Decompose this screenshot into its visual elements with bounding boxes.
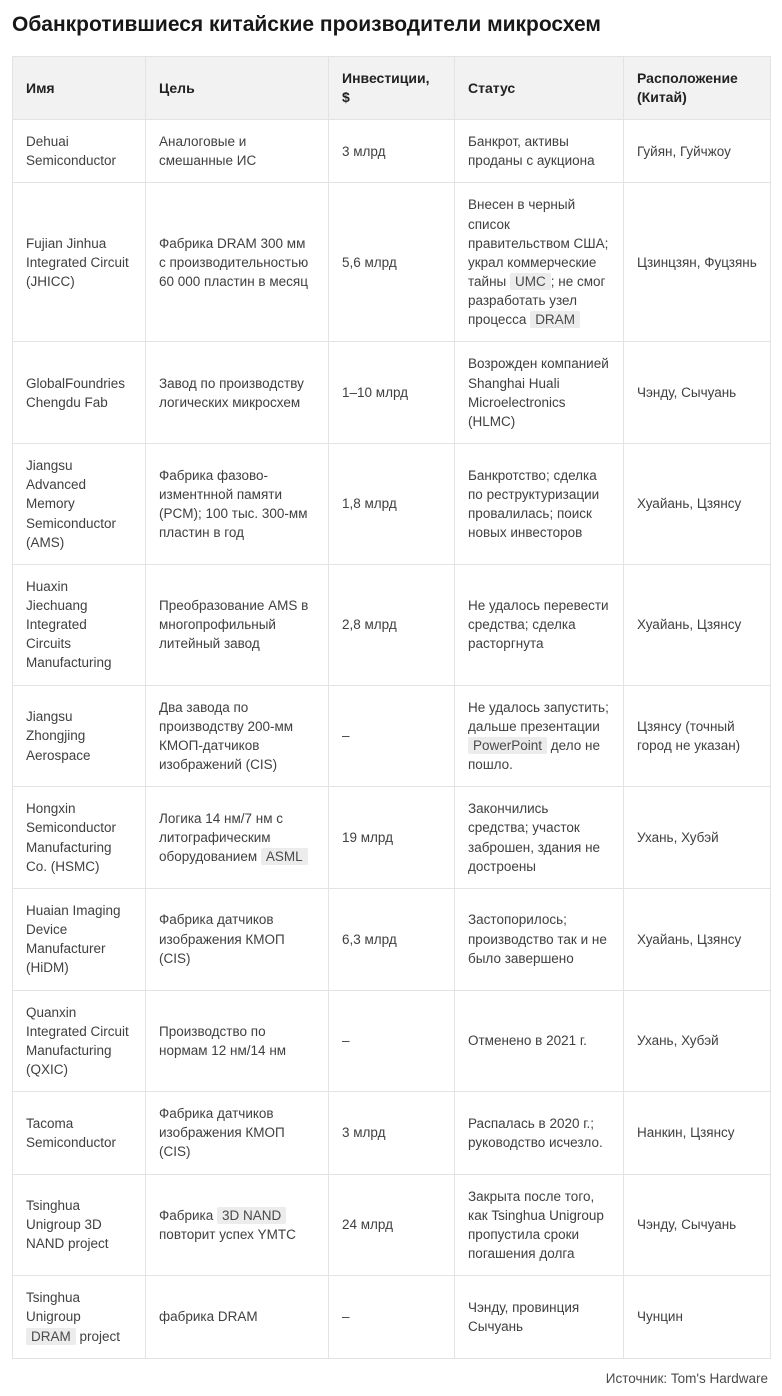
cell-status: Не удалось запустить; дальше презентации PowerPoint дело не пошло. — [455, 685, 624, 787]
cell-goal: Фабрика 3D NAND повторит успех YMTC — [146, 1174, 329, 1276]
cell-location: Чэнду, Сычуань — [624, 342, 771, 444]
cell-name: Quanxin Integrated Circuit Manufacturing (QXIC) — [13, 990, 146, 1092]
cell-status: Распалась в 2020 г.; руководство исчезло. — [455, 1092, 624, 1174]
column-header-goal: Цель — [146, 57, 329, 120]
column-header-investment: Инвестиции, $ — [329, 57, 455, 120]
cell-status: Банкрот, активы проданы с аукциона — [455, 120, 624, 183]
cell-investment: 19 млрд — [329, 787, 455, 889]
cell-investment: 6,3 млрд — [329, 888, 455, 990]
page-title: Обанкротившиеся китайские производители микросхем — [12, 13, 601, 36]
highlight-tag: UMC — [510, 273, 551, 290]
cell-location: Цзинцзян, Фуцзянь — [624, 183, 771, 342]
cell-status: Банкротство; сделка по реструктуризации провалилась; поиск новых инвесторов — [455, 444, 624, 565]
table-row — [13, 1174, 771, 1276]
table-row — [13, 444, 771, 565]
cell-goal: Логика 14 нм/7 нм с литографическим оборудованием ASML — [146, 787, 329, 889]
cell-goal: Производство по нормам 12 нм/14 нм — [146, 990, 329, 1092]
header-row — [13, 57, 771, 120]
table-body — [13, 120, 771, 1359]
cell-status: Застопорилось; производство так и не было завершено — [455, 888, 624, 990]
cell-goal: Два завода по производству 200-мм КМОП-датчиков изображений (CIS) — [146, 685, 329, 787]
table-row — [13, 1092, 771, 1174]
cell-investment: – — [329, 990, 455, 1092]
cell-goal: Завод по производству логических микросхем — [146, 342, 329, 444]
table-row — [13, 888, 771, 990]
highlight-tag: PowerPoint — [468, 737, 547, 754]
cell-status: Закончились средства; участок заброшен, здания не достроены — [455, 787, 624, 889]
cell-name: Tacoma Semiconductor — [13, 1092, 146, 1174]
column-header-location: Расположение (Китай) — [624, 57, 771, 120]
cell-investment: 1,8 млрд — [329, 444, 455, 565]
cell-status: Отменено в 2021 г. — [455, 990, 624, 1092]
cell-name: Tsinghua Unigroup DRAM project — [13, 1276, 146, 1358]
cell-status: Чэнду, провинция Сычуань — [455, 1276, 624, 1358]
source-attribution: Источник: Tom's Hardware — [605, 1370, 768, 1386]
cell-name: Huaian Imaging Device Manufacturer (HiDM) — [13, 888, 146, 990]
cell-investment: 2,8 млрд — [329, 564, 455, 685]
cell-investment: – — [329, 685, 455, 787]
table-row — [13, 120, 771, 183]
table-row — [13, 342, 771, 444]
table-row — [13, 183, 771, 342]
cell-status: Не удалось перевести средства; сделка расторгнута — [455, 564, 624, 685]
cell-name: Tsinghua Unigroup 3D NAND project — [13, 1174, 146, 1276]
cell-investment: 3 млрд — [329, 120, 455, 183]
cell-name: Jiangsu Advanced Memory Semiconductor (AMS) — [13, 444, 146, 565]
cell-location: Нанкин, Цзянсу — [624, 1092, 771, 1174]
highlight-tag: ASML — [261, 848, 308, 865]
cell-status: Внесен в черный список правительством США; украл коммерческие тайны UMC ; не смог разработать узел процесса DRAM — [455, 183, 624, 342]
cell-investment: 5,6 млрд — [329, 183, 455, 342]
cell-goal: Преобразование AMS в многопрофильный литейный завод — [146, 564, 329, 685]
cell-goal: Фабрика фазово-изментнной памяти (PCM); 100 тыс. 300-мм пластин в год — [146, 444, 329, 565]
cell-name: Huaxin Jiechuang Integrated Circuits Manufacturing — [13, 564, 146, 685]
cell-goal: Фабрика DRAM 300 мм с производительностью 60 000 пластин в месяц — [146, 183, 329, 342]
cell-goal: фабрика DRAM — [146, 1276, 329, 1358]
cell-name: Jiangsu Zhongjing Aerospace — [13, 685, 146, 787]
cell-location: Хуайань, Цзянсу — [624, 444, 771, 565]
table-header — [13, 57, 771, 120]
cell-location: Ухань, Хубэй — [624, 990, 771, 1092]
cell-goal: Фабрика датчиков изображения КМОП (CIS) — [146, 1092, 329, 1174]
cell-name: Fujian Jinhua Integrated Circuit (JHICC) — [13, 183, 146, 342]
table-row — [13, 564, 771, 685]
column-header-status: Статус — [455, 57, 624, 120]
bankrupt-chipmakers-table — [12, 56, 771, 1358]
highlight-tag: DRAM — [530, 311, 580, 328]
cell-goal: Фабрика датчиков изображения КМОП (CIS) — [146, 888, 329, 990]
cell-name: Dehuai Semiconductor — [13, 120, 146, 183]
cell-location: Гуйян, Гуйчжоу — [624, 120, 771, 183]
table-row — [13, 787, 771, 889]
cell-location: Чэнду, Сычуань — [624, 1174, 771, 1276]
cell-location: Хуайань, Цзянсу — [624, 888, 771, 990]
highlight-tag: DRAM — [26, 1328, 76, 1345]
cell-name: Hongxin Semiconductor Manufacturing Co. (HSMC) — [13, 787, 146, 889]
highlight-tag: 3D NAND — [217, 1207, 286, 1224]
cell-status: Закрыта после того, как Tsinghua Unigroup пропустила сроки погашения долга — [455, 1174, 624, 1276]
table-row — [13, 1276, 771, 1358]
cell-investment: 3 млрд — [329, 1092, 455, 1174]
cell-name: GlobalFoundries Chengdu Fab — [13, 342, 146, 444]
table-row — [13, 990, 771, 1092]
cell-investment: 1–10 млрд — [329, 342, 455, 444]
cell-investment: 24 млрд — [329, 1174, 455, 1276]
cell-status: Возрожден компанией Shanghai Huali Microelectronics (HLMC) — [455, 342, 624, 444]
table-row — [13, 685, 771, 787]
cell-location: Чунцин — [624, 1276, 771, 1358]
cell-location: Хуайань, Цзянсу — [624, 564, 771, 685]
cell-goal: Аналоговые и смешанные ИС — [146, 120, 329, 183]
cell-location: Ухань, Хубэй — [624, 787, 771, 889]
cell-investment: – — [329, 1276, 455, 1358]
column-header-name: Имя — [13, 57, 146, 120]
cell-location: Цзянсу (точный город не указан) — [624, 685, 771, 787]
